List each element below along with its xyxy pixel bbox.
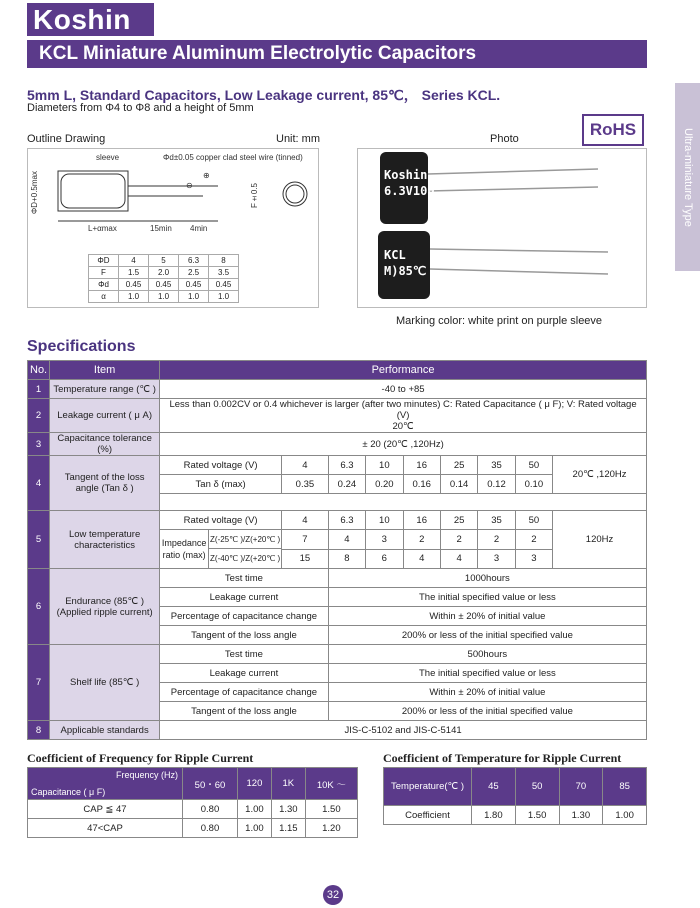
photo-label: Photo: [490, 133, 519, 145]
coef-value: 1.30: [559, 806, 603, 825]
dim-cell: ΦD: [89, 255, 119, 267]
row-no: 2: [28, 399, 50, 433]
row-no: 5: [28, 511, 50, 569]
sub-row: [28, 569, 647, 588]
header-item: Item: [50, 361, 160, 380]
page-title: KCL Miniature Aluminum Electrolytic Capacitors: [27, 40, 647, 68]
temp-table: [383, 767, 647, 825]
page-number: 32: [323, 885, 343, 905]
dim-row: [89, 279, 239, 291]
header-performance: Performance: [160, 361, 647, 380]
dim-cell: 1.0: [209, 291, 239, 303]
impedance-label: Impedance ratio (max): [161, 538, 207, 560]
dim-cell: 0.45: [149, 279, 179, 291]
temp-col: 45: [472, 768, 516, 806]
brand-logo: Koshin: [27, 3, 154, 36]
tan-value: 0.14: [440, 475, 477, 494]
capacitor-marking-2: KCL M)85℃: [384, 248, 427, 278]
len-label: L+αmax: [88, 224, 117, 233]
temp-header: Temperature(℃ ): [384, 768, 472, 806]
dimension-table: [88, 254, 239, 303]
sub-label: Percentage of capacitance change: [160, 607, 329, 626]
voltage-cell: 6.3: [328, 456, 365, 475]
row-item: Tangent of the loss angle (Tan δ ): [50, 456, 160, 511]
sub-value: 200% or less of the initial specified value: [328, 626, 646, 645]
condition-cell: 20℃ ,120Hz: [553, 456, 647, 494]
tan-label: Tan δ (max): [160, 475, 282, 494]
row-perf: JIS-C-5102 and JIS-C-5141: [160, 721, 647, 740]
voltage-cell: 10: [366, 456, 403, 475]
temp-title: Coefficient of Temperature for Ripple Current: [383, 751, 622, 765]
voltage-cell: 4: [282, 456, 329, 475]
temp-col: 50: [515, 768, 559, 806]
row-item: Capacitance tolerance (%): [50, 433, 160, 456]
dim-cell: 1.5: [119, 267, 149, 279]
temp-col: 70: [559, 768, 603, 806]
dim-cell: 2.0: [149, 267, 179, 279]
row-perf: -40 to +85: [160, 380, 647, 399]
product-photo: [357, 148, 647, 308]
freq-value: 1.00: [237, 800, 271, 819]
rated-voltage-label: Rated voltage (V): [160, 456, 282, 475]
impedance-value: 15: [282, 549, 329, 569]
sub-label: Tangent of the loss angle: [160, 626, 329, 645]
tan-value: 0.24: [328, 475, 365, 494]
plus-icon: ⊕: [203, 171, 210, 180]
dim-row: [89, 267, 239, 279]
voltage-cell: 16: [403, 511, 440, 530]
impedance-value: 3: [478, 549, 515, 569]
spacer-cell: [160, 494, 647, 511]
voltage-cell: 50: [515, 456, 552, 475]
series-subtitle: 5mm L, Standard Capacitors, Low Leakage current, 85℃， Series KCL.: [27, 87, 501, 103]
impedance-value: 4: [440, 549, 477, 569]
leakage-temp: 20℃: [392, 421, 414, 432]
impedance-value: 8: [328, 549, 365, 569]
voltage-cell: 35: [478, 456, 515, 475]
sub-value: The initial specified value or less: [328, 588, 646, 607]
outline-svg: [28, 149, 318, 239]
sleeve-label: sleeve: [96, 153, 120, 162]
temp-col: 85: [603, 768, 647, 806]
freq-col: 120: [237, 768, 271, 800]
dim-cell: 8: [209, 255, 239, 267]
cap-range: 47<CAP: [28, 819, 183, 838]
min15-label: 15min: [150, 224, 172, 233]
row-perf: [160, 399, 647, 433]
tan-value: 0.10: [515, 475, 552, 494]
sub-value: Within ± 20% of initial value: [328, 607, 646, 626]
voltage-cell: 25: [440, 511, 477, 530]
row-no: 8: [28, 721, 50, 740]
dim-row: [89, 291, 239, 303]
sub-label: Test time: [160, 645, 329, 664]
freq-value: 1.15: [271, 819, 305, 838]
cap-header: Capacitance ( μ F): [31, 787, 106, 797]
sub-label: Leakage current: [160, 664, 329, 683]
row-perf: ± 20 (20℃ ,120Hz): [160, 433, 647, 456]
freq-row: [28, 819, 358, 838]
tan-value: 0.35: [282, 475, 329, 494]
dim-cell: 1.0: [179, 291, 209, 303]
row-item: Low temperature characteristics: [50, 511, 160, 569]
sub-value: The initial specified value or less: [328, 664, 646, 683]
voltage-cell: 50: [515, 511, 552, 530]
freq-col: 50・60: [183, 768, 238, 800]
impedance-value: 7: [282, 530, 329, 550]
diameter-note: Diameters from Φ4 to Φ8 and a height of 5mm: [27, 102, 254, 114]
voltage-cell: 16: [403, 456, 440, 475]
freq-value: 0.80: [183, 819, 238, 838]
tan-value: 0.12: [478, 475, 515, 494]
voltage-cell: 6.3: [328, 511, 365, 530]
dim-cell: 5: [149, 255, 179, 267]
rohs-badge: RoHS: [582, 114, 644, 146]
impedance-value: 2: [515, 530, 552, 550]
voltage-cell: 10: [366, 511, 403, 530]
side-tab: Ultra-miniature Type: [675, 83, 700, 271]
dim-row: [89, 255, 239, 267]
dim-cell: 3.5: [209, 267, 239, 279]
tan-value: 0.16: [403, 475, 440, 494]
impedance-value: 2: [478, 530, 515, 550]
freq-table: [27, 767, 358, 838]
outline-label: Outline Drawing: [27, 133, 106, 145]
row-no: 7: [28, 645, 50, 721]
spec-title: Specifications: [27, 338, 136, 355]
row-no: 1: [28, 380, 50, 399]
header-no: No.: [28, 361, 50, 380]
impedance-value: 6: [366, 549, 403, 569]
dim-cell: 1.0: [149, 291, 179, 303]
outline-drawing: [27, 148, 319, 308]
unit-label: Unit: mm: [276, 133, 320, 145]
sub-label: Tangent of the loss angle: [160, 702, 329, 721]
coef-label: Coefficient: [384, 806, 472, 825]
sub-value: Within ± 20% of initial value: [328, 683, 646, 702]
freq-col: 1K: [271, 768, 305, 800]
dim-cell: Φd: [89, 279, 119, 291]
coef-value: 1.00: [603, 806, 647, 825]
dim-cell: 4: [119, 255, 149, 267]
z2-label: Z(-40℃ )/Z(+20℃ ): [210, 554, 281, 563]
tan-value: 0.20: [366, 475, 403, 494]
freq-title: Coefficient of Frequency for Ripple Current: [27, 751, 254, 765]
wire-label: Φd±0.05 copper clad steel wire (tinned): [163, 153, 303, 162]
freq-header: Frequency (Hz): [115, 770, 178, 780]
dim-cell: 2.5: [179, 267, 209, 279]
freq-col: 10K ～: [305, 768, 357, 800]
impedance-value: 2: [440, 530, 477, 550]
dim-cell: 6.3: [179, 255, 209, 267]
freq-value: 1.30: [271, 800, 305, 819]
dim-cell: α: [89, 291, 119, 303]
dim-cell: 1.0: [119, 291, 149, 303]
impedance-value: 3: [366, 530, 403, 550]
impedance-value: 4: [328, 530, 365, 550]
minus-icon: ⊖: [186, 181, 193, 190]
sub-value: 200% or less of the initial specified value: [328, 702, 646, 721]
min4-label: 4min: [190, 224, 208, 233]
impedance-value: 3: [515, 549, 552, 569]
row-item: Applicable standards: [50, 721, 160, 740]
impedance-value: 4: [403, 549, 440, 569]
marking-caption: Marking color: white print on purple sleeve: [396, 315, 603, 327]
rated-voltage-label: Rated voltage (V): [160, 511, 282, 530]
freq-value: 1.50: [305, 800, 357, 819]
row-item: Temperature range (℃ ): [50, 380, 160, 399]
row-no: 6: [28, 569, 50, 645]
freq-corner: [28, 768, 183, 800]
voltage-cell: 25: [440, 456, 477, 475]
dim-cell: 0.45: [209, 279, 239, 291]
leakage-formula: Less than 0.002CV or 0.4 whichever is larger (after two minutes) C: Rated Capacitance ( μ F); V: Rated voltage (V): [169, 399, 637, 421]
row-no: 4: [28, 456, 50, 511]
z1-label: Z(-25℃ )/Z(+20℃ ): [209, 530, 281, 549]
spec-table: [27, 360, 647, 740]
row-item: Leakage current ( μ A): [50, 399, 160, 433]
cap-range: CAP ≦ 47: [28, 800, 183, 819]
sub-row: [28, 645, 647, 664]
row-no: 3: [28, 433, 50, 456]
row-item: Endurance (85℃ ) (Applied ripple current): [50, 569, 160, 645]
voltage-cell: 35: [478, 511, 515, 530]
impedance-cell: [160, 530, 282, 569]
condition-cell: 120Hz: [553, 511, 647, 569]
dim-cell: 0.45: [179, 279, 209, 291]
sub-label: Test time: [160, 569, 329, 588]
dim-cell: 0.45: [119, 279, 149, 291]
freq-value: 1.00: [237, 819, 271, 838]
voltage-cell: 4: [282, 511, 329, 530]
coef-value: 1.50: [515, 806, 559, 825]
capacitor-marking-1: Koshin 6.3V100: [384, 168, 435, 198]
dim-cell: F: [89, 267, 119, 279]
freq-row: [28, 800, 358, 819]
sub-label: Percentage of capacitance change: [160, 683, 329, 702]
freq-value: 1.20: [305, 819, 357, 838]
dia-label: ΦD+0.5max: [30, 171, 39, 215]
impedance-value: 2: [403, 530, 440, 550]
freq-value: 0.80: [183, 800, 238, 819]
row-item: Shelf life (85℃ ): [50, 645, 160, 721]
sub-value: 1000hours: [328, 569, 646, 588]
sub-value: 500hours: [328, 645, 646, 664]
f-label: F±0.5: [250, 183, 259, 209]
coef-value: 1.80: [472, 806, 516, 825]
sub-label: Leakage current: [160, 588, 329, 607]
